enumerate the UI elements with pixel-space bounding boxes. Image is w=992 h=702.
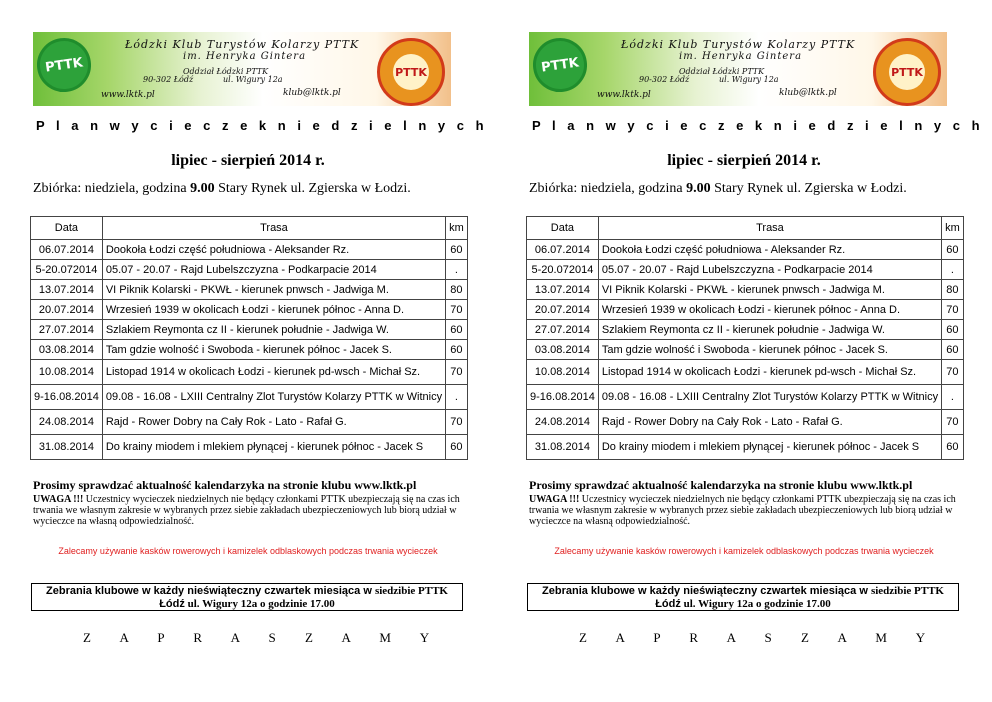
cell-route: Listopad 1914 w okolicach Łodzi - kierunek pd-wsch - Michał Sz.	[598, 360, 941, 385]
table-row	[527, 360, 964, 385]
cell-km: 80	[942, 280, 964, 300]
table-row	[31, 300, 468, 320]
cell-route: VI Piknik Kolarski - PKWŁ - kierunek pnwsch - Jadwiga M.	[102, 280, 445, 300]
table-row	[31, 260, 468, 280]
header-km: km	[446, 217, 468, 240]
cell-route: Dookoła Łodzi część południowa - Aleksander Rz.	[598, 240, 941, 260]
cell-date: 10.08.2014	[31, 360, 103, 385]
club-banner	[33, 32, 451, 106]
table-row	[527, 410, 964, 435]
helmet-recommendation: Zalecamy używanie kasków rowerowych i kamizelek odblaskowych podczas trwania wycieczek	[554, 546, 934, 556]
cell-date: 06.07.2014	[31, 240, 103, 260]
invitation-text: Z A P R A S Z A M Y	[83, 630, 430, 645]
table-header-row	[31, 217, 468, 240]
cell-date: 10.08.2014	[527, 360, 599, 385]
club-name: Łódzki Klub Turystów Kolarzy PTTK	[621, 38, 856, 51]
cell-route: Rajd - Rower Dobry na Cały Rok - Lato - Rafał G.	[102, 410, 445, 435]
table-row	[31, 320, 468, 340]
check-calendar-note: Prosimy sprawdzać aktualność kalendarzyka na stronie klubu www.lktk.pl	[529, 478, 913, 492]
cell-km: 80	[446, 280, 468, 300]
cell-route: Wrzesień 1939 w okolicach Łodzi - kierunek północ - Anna D.	[102, 300, 445, 320]
cell-route: 09.08 - 16.08 - LXIII Centralny Zlot Turystów Kolarzy PTTK w Witnicy	[102, 385, 445, 410]
club-emblem-logo: PTTK	[873, 38, 941, 106]
pttk-logo-left: PTTK	[34, 35, 95, 96]
cell-route: Rajd - Rower Dobry na Cały Rok - Lato - Rafał G.	[598, 410, 941, 435]
pttk-logo-left: PTTK	[530, 35, 591, 96]
cell-date: 20.07.2014	[527, 300, 599, 320]
check-calendar-note: Prosimy sprawdzać aktualność kalendarzyka na stronie klubu www.lktk.pl	[33, 478, 417, 492]
cell-route: Szlakiem Reymonta cz II - kierunek południe - Jadwiga W.	[102, 320, 445, 340]
cell-date: 13.07.2014	[527, 280, 599, 300]
club-banner	[529, 32, 947, 106]
cell-route: Listopad 1914 w okolicach Łodzi - kierunek pd-wsch - Michał Sz.	[102, 360, 445, 385]
table-header-row	[527, 217, 964, 240]
cell-route: Szlakiem Reymonta cz II - kierunek południe - Jadwiga W.	[598, 320, 941, 340]
page-title: P l a n w y c i e c z e k n i e d z i e l n y c h	[532, 118, 980, 133]
trips-table	[30, 216, 468, 460]
header-date: Data	[527, 217, 599, 240]
cell-date: 31.08.2014	[527, 435, 599, 460]
club-name: Łódzki Klub Turystów Kolarzy PTTK	[125, 38, 360, 51]
trips-table	[526, 216, 964, 460]
street-address: ul. Wigury 12a	[719, 75, 779, 84]
cell-km: 70	[942, 360, 964, 385]
branch-name: Oddział Łódzki PTTK	[183, 67, 269, 76]
email-link[interactable]: klub@lktk.pl	[283, 88, 341, 98]
cell-km: 60	[942, 435, 964, 460]
meeting-point: Zbiórka: niedziela, godzina 9.00 Stary Rynek ul. Zgierska w Łodzi.	[529, 181, 907, 196]
cell-date: 03.08.2014	[31, 340, 103, 360]
table-row	[527, 260, 964, 280]
cell-km: 70	[446, 410, 468, 435]
insurance-warning: UWAGA !!! Uczestnicy wycieczek niedzielnych nie będący członkami PTTK ubezpieczają się na czas ich trwania we własnym zakresie w wybranych przez siebie zakładach ubezpieczeniowych lub biorą udział w wycieczce na własną odpowiedzialność.	[33, 494, 460, 527]
club-meetings-box: Zebrania klubowe w każdy nieświąteczny czwartek miesiąca w siedzibie PTTK Łódź ul. Wigury 12a o godzinie 17.00	[31, 583, 463, 611]
cell-km: .	[942, 385, 964, 410]
table-row	[31, 435, 468, 460]
cell-date: 27.07.2014	[31, 320, 103, 340]
table-row	[527, 340, 964, 360]
club-patron: im. Henryka Gintera	[183, 51, 307, 62]
street-address: ul. Wigury 12a	[223, 75, 283, 84]
table-row	[527, 385, 964, 410]
cell-km: 70	[942, 300, 964, 320]
meeting-point: Zbiórka: niedziela, godzina 9.00 Stary Rynek ul. Zgierska w Łodzi.	[33, 181, 411, 196]
postal-code: 90-302 Łódź	[143, 75, 194, 84]
header-date: Data	[31, 217, 103, 240]
table-row	[31, 410, 468, 435]
website-link[interactable]: www.lktk.pl	[101, 90, 155, 100]
cell-km: 60	[942, 320, 964, 340]
cell-km: .	[942, 260, 964, 280]
cell-date: 31.08.2014	[31, 435, 103, 460]
table-row	[527, 300, 964, 320]
invitation-text: Z A P R A S Z A M Y	[579, 630, 926, 645]
cell-km: 60	[446, 320, 468, 340]
cell-route: Do krainy miodem i mlekiem płynącej - kierunek północ - Jacek S	[598, 435, 941, 460]
table-row	[31, 340, 468, 360]
flyer-right	[496, 0, 980, 702]
cell-km: 70	[446, 300, 468, 320]
cell-route: Do krainy miodem i mlekiem płynącej - kierunek północ - Jacek S	[102, 435, 445, 460]
table-row	[31, 385, 468, 410]
cell-date: 24.08.2014	[31, 410, 103, 435]
month-heading: lipiec - sierpień 2014 r.	[171, 152, 325, 169]
cell-date: 9-16.08.2014	[527, 385, 599, 410]
table-row	[527, 240, 964, 260]
month-heading: lipiec - sierpień 2014 r.	[667, 152, 821, 169]
cell-route: VI Piknik Kolarski - PKWŁ - kierunek pnwsch - Jadwiga M.	[598, 280, 941, 300]
cell-route: Tam gdzie wolność i Swoboda - kierunek północ - Jacek S.	[102, 340, 445, 360]
cell-km: 70	[446, 360, 468, 385]
table-row	[31, 280, 468, 300]
cell-route: 05.07 - 20.07 - Rajd Lubelszczyzna - Podkarpacie 2014	[102, 260, 445, 280]
header-route: Trasa	[598, 217, 941, 240]
email-link[interactable]: klub@lktk.pl	[779, 88, 837, 98]
flyer-left	[0, 0, 484, 702]
table-row	[527, 435, 964, 460]
table-row	[527, 320, 964, 340]
cell-route: 05.07 - 20.07 - Rajd Lubelszczyzna - Podkarpacie 2014	[598, 260, 941, 280]
cell-date: 03.08.2014	[527, 340, 599, 360]
header-km: km	[942, 217, 964, 240]
cell-route: Wrzesień 1939 w okolicach Łodzi - kierunek północ - Anna D.	[598, 300, 941, 320]
cell-date: 06.07.2014	[527, 240, 599, 260]
cell-route: Dookoła Łodzi część południowa - Aleksander Rz.	[102, 240, 445, 260]
cell-date: 5-20.072014	[527, 260, 599, 280]
cell-km: .	[446, 260, 468, 280]
cell-route: 09.08 - 16.08 - LXIII Centralny Zlot Turystów Kolarzy PTTK w Witnicy	[598, 385, 941, 410]
branch-name: Oddział Łódzki PTTK	[679, 67, 765, 76]
website-link[interactable]: www.lktk.pl	[597, 90, 651, 100]
cell-km: 60	[942, 340, 964, 360]
table-row	[31, 360, 468, 385]
cell-km: 60	[446, 435, 468, 460]
cell-route: Tam gdzie wolność i Swoboda - kierunek północ - Jacek S.	[598, 340, 941, 360]
cell-date: 27.07.2014	[527, 320, 599, 340]
cell-km: 60	[446, 240, 468, 260]
club-patron: im. Henryka Gintera	[679, 51, 803, 62]
header-route: Trasa	[102, 217, 445, 240]
postal-code: 90-302 Łódź	[639, 75, 690, 84]
cell-date: 20.07.2014	[31, 300, 103, 320]
cell-km: 60	[942, 240, 964, 260]
club-emblem-logo: PTTK	[377, 38, 445, 106]
table-row	[31, 240, 468, 260]
helmet-recommendation: Zalecamy używanie kasków rowerowych i kamizelek odblaskowych podczas trwania wycieczek	[58, 546, 438, 556]
insurance-warning: UWAGA !!! Uczestnicy wycieczek niedzielnych nie będący członkami PTTK ubezpieczają się na czas ich trwania we własnym zakresie w wybranych przez siebie zakładach ubezpieczeniowych lub biorą udział w wycieczce na własną odpowiedzialność.	[529, 494, 956, 527]
cell-date: 13.07.2014	[31, 280, 103, 300]
cell-km: .	[446, 385, 468, 410]
page-title: P l a n w y c i e c z e k n i e d z i e l n y c h	[36, 118, 484, 133]
cell-date: 5-20.072014	[31, 260, 103, 280]
cell-date: 24.08.2014	[527, 410, 599, 435]
club-meetings-box: Zebrania klubowe w każdy nieświąteczny czwartek miesiąca w siedzibie PTTK Łódź ul. Wigury 12a o godzinie 17.00	[527, 583, 959, 611]
table-row	[527, 280, 964, 300]
cell-km: 70	[942, 410, 964, 435]
cell-date: 9-16.08.2014	[31, 385, 103, 410]
cell-km: 60	[446, 340, 468, 360]
